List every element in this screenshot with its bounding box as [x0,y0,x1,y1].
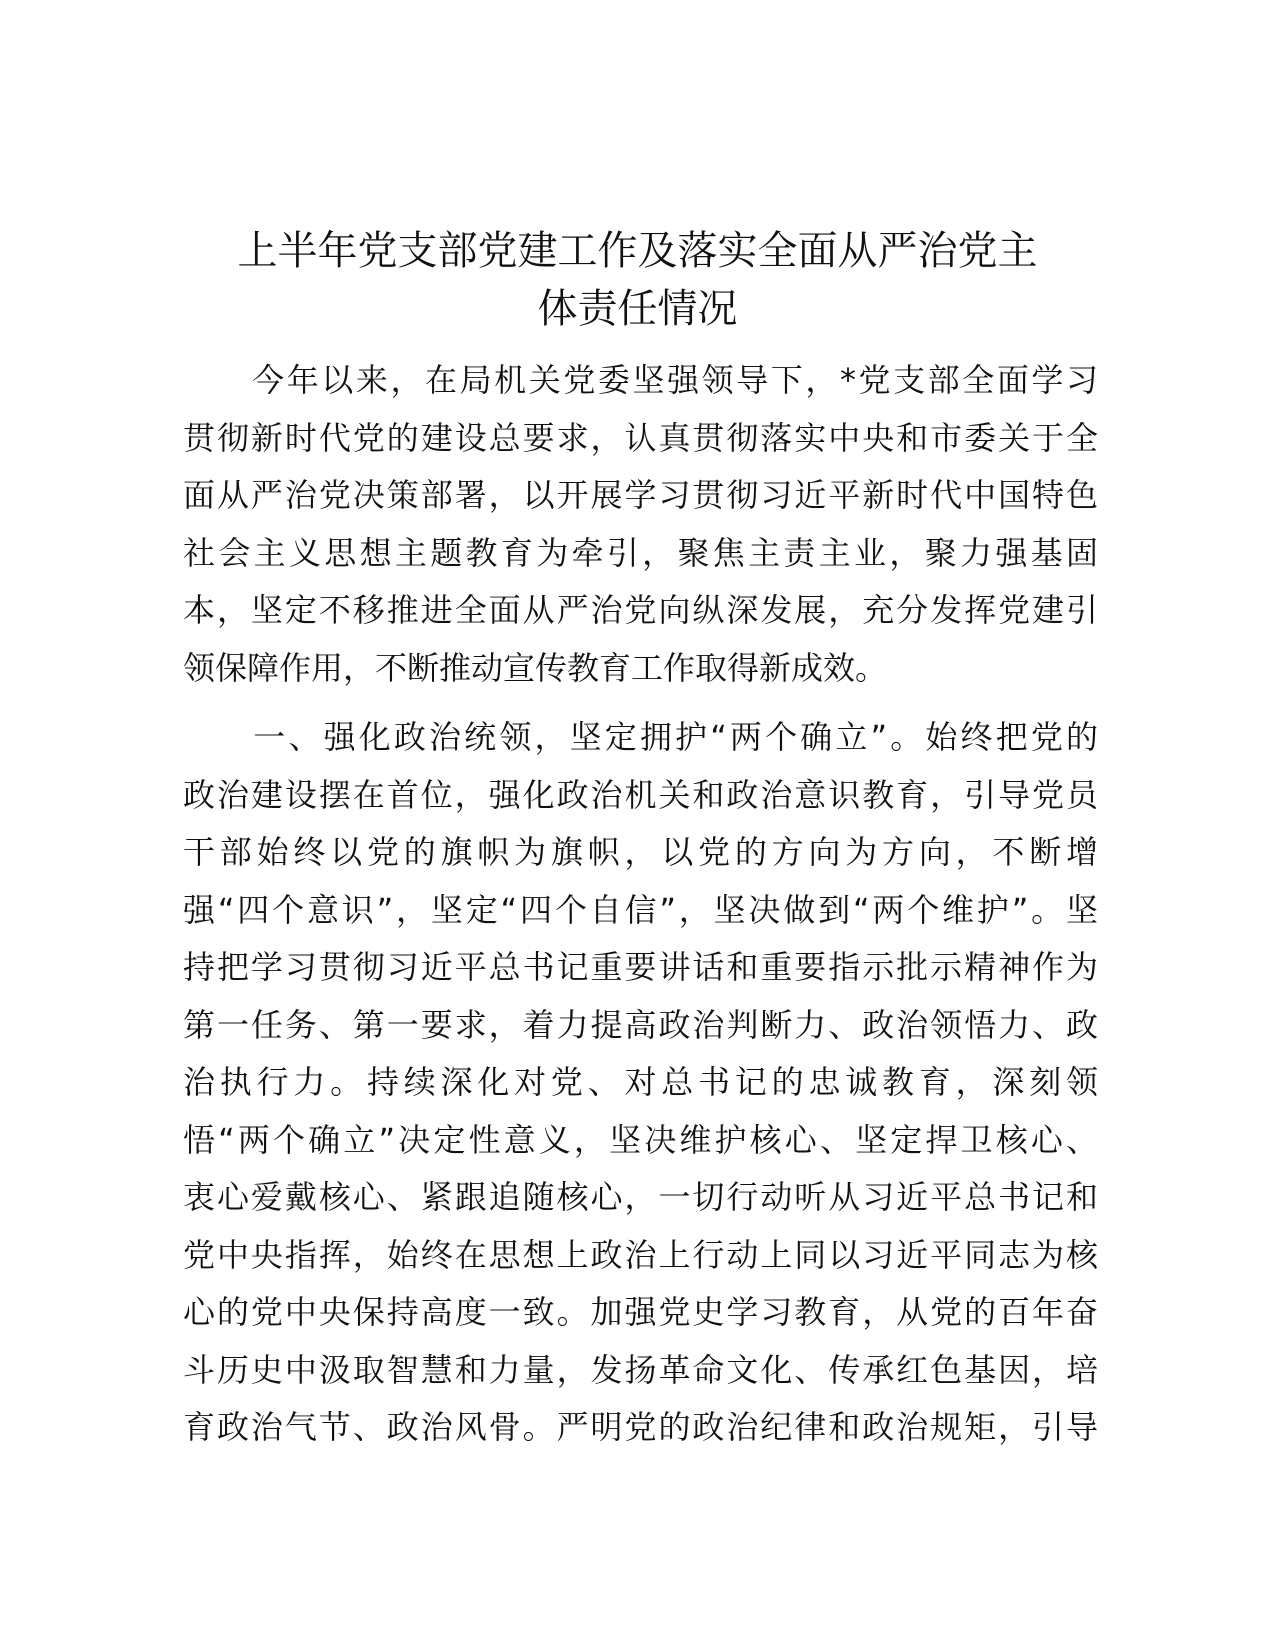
text-line: 心的党中央保持高度一致。加强党史学习教育，从党的百年奋 [183,1293,1098,1331]
text-line: 斗历史中汲取智慧和力量，发扬革命文化、传承红色基因，培 [183,1350,1098,1389]
text-line: 领保障作用，不断推动宣传教育工作取得新成效。 [183,648,888,687]
text-line: 一、强化政治统领，坚定拥护“两个确立”。始终把党的 [183,718,1098,756]
paragraph-section-1 [183,709,1098,1457]
text-line: 今年以来，在局机关党委坚强领导下，*党支部全面学习 [183,361,1098,399]
document-title [150,222,1125,338]
text-line: 本，坚定不移推进全面从严治党向纵深发展，充分发挥党建引 [183,591,1098,629]
title-line-1: 上半年党支部党建工作及落实全面从严治党主 [237,228,1038,274]
text-line: 育政治气节、政治风骨。严明党的政治纪律和政治规矩，引导 [183,1408,1098,1446]
text-line: 政治建设摆在首位，强化政治机关和政治意识教育，引导党员 [183,775,1098,814]
text-line: 社会主义思想主题教育为牵引，聚焦主责主业，聚力强基固 [183,533,1098,572]
document-body [183,352,1098,1457]
text-line: 第一任务、第一要求，着力提高政治判断力、政治领悟力、政 [183,1005,1098,1044]
text-line: 悟“两个确立”决定性意义，坚决维护核心、坚定捍卫核心、 [183,1120,1098,1159]
text-line: 衷心爱戴核心、紧跟追随核心，一切行动听从习近平总书记和 [183,1178,1098,1216]
paragraph-intro [183,352,1098,697]
text-line: 贯彻新时代党的建设总要求，认真贯彻落实中央和市委关于全 [183,418,1098,457]
text-line: 干部始终以党的旗帜为旗帜，以党的方向为方向，不断增 [183,833,1098,871]
text-line: 治执行力。持续深化对党、对总书记的忠诚教育，深刻领 [183,1063,1098,1101]
text-line: 持把学习贯彻习近平总书记重要讲话和重要指示批示精神作为 [183,948,1098,986]
text-line: 面从严治党决策部署，以开展学习贯彻习近平新时代中国特色 [183,476,1098,514]
text-line: 党中央指挥，始终在思想上政治上行动上同以习近平同志为核 [183,1235,1098,1274]
text-line: 强“四个意识”，坚定“四个自信”，坚决做到“两个维护”。坚 [183,890,1098,929]
title-line-2: 体责任情况 [537,286,738,332]
